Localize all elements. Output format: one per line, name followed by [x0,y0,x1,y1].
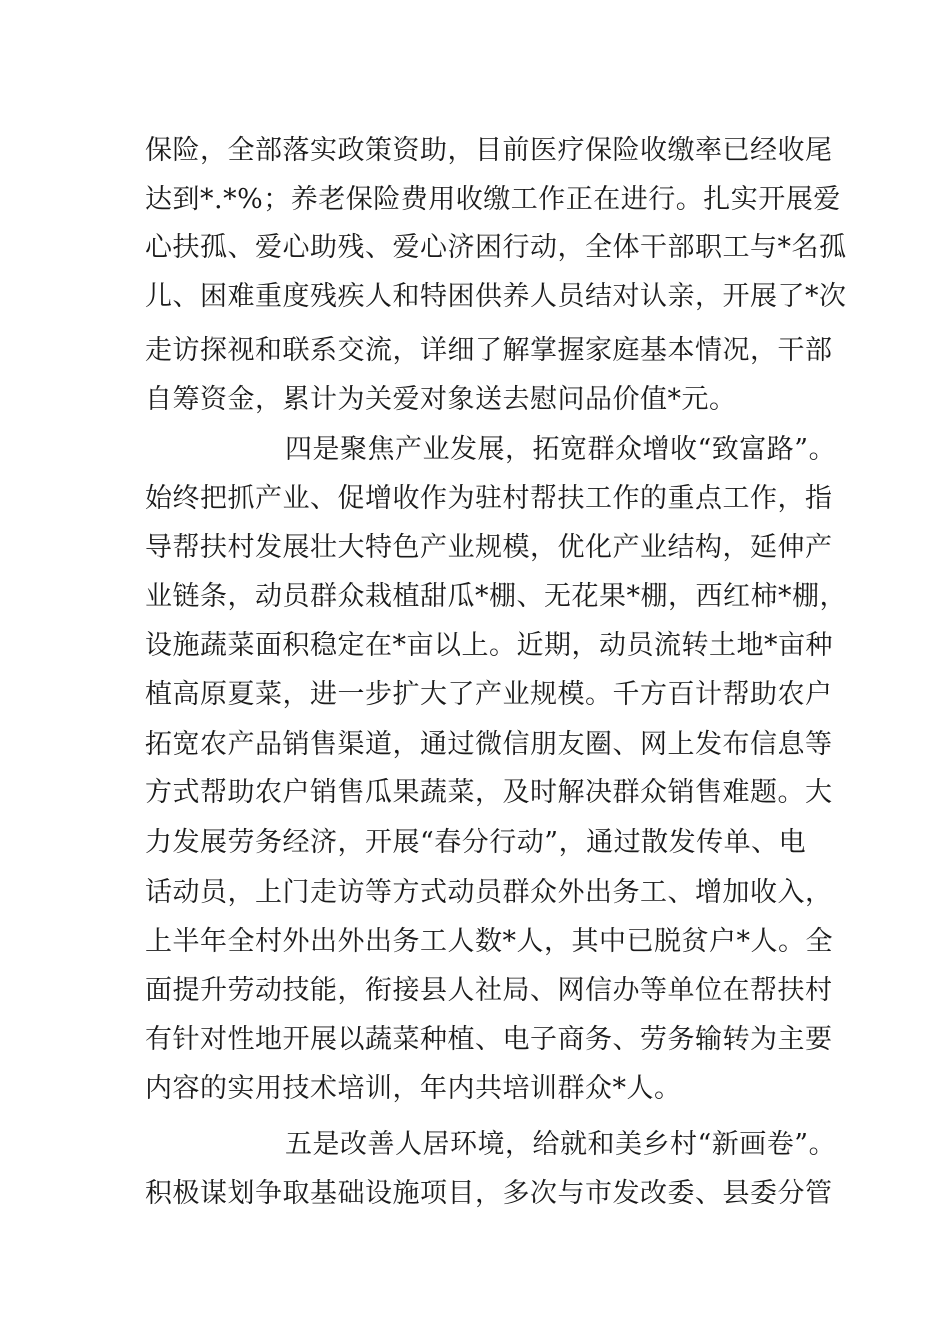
section-heading-line: 四是聚焦产业发展，拓宽群众增收“致富路”。 [285,434,837,465]
paragraph-line: 有针对性地开展以蔬菜种植、电子商务、劳务输转为主要 [145,1024,833,1055]
paragraph-line: 积极谋划争取基础设施项目，多次与市发改委、县委分管 [145,1178,833,1209]
paragraph-line: 植高原夏菜，进一步扩大了产业规模。千方百计帮助农户 [145,679,833,710]
paragraph-line: 方式帮助农户销售瓜果蔬菜，及时解决群众销售难题。大 [145,777,833,808]
paragraph-line: 始终把抓产业、促增收作为驻村帮扶工作的重点工作，指 [145,483,833,514]
paragraph-line: 业链条，动员群众栽植甜瓜*棚、无花果*棚，西红柿*棚， [145,581,847,612]
paragraph-line: 拓宽农产品销售渠道，通过微信朋友圈、网上发布信息等 [145,729,833,760]
paragraph-line: 达到*.*%；养老保险费用收缴工作正在进行。扎实开展爱 [145,184,841,215]
paragraph-line: 自筹资金，累计为关爱对象送去慰问品价值*元。 [145,384,737,415]
section-heading-line: 五是改善人居环境，给就和美乡村“新画卷”。 [285,1129,837,1160]
paragraph-line: 面提升劳动技能，衔接县人社局、网信办等单位在帮扶村 [145,975,833,1006]
paragraph-line: 内容的实用技术培训，年内共培训群众*人。 [145,1073,682,1104]
paragraph-line: 导帮扶村发展壮大特色产业规模，优化产业结构，延伸产 [145,532,833,563]
paragraph-line: 儿、困难重度残疾人和特困供养人员结对认亲，开展了*次 [145,281,847,312]
paragraph-line: 上半年全村外出外出务工人数*人，其中已脱贫户*人。全 [145,926,833,957]
paragraph-line: 保险，全部落实政策资助，目前医疗保险收缴率已经收尾 [145,135,833,166]
paragraph-line: 走访探视和联系交流，详细了解掌握家庭基本情况，干部 [145,335,833,366]
paragraph-line: 心扶孤、爱心助残、爱心济困行动，全体干部职工与*名孤 [145,232,847,263]
paragraph-line: 力发展劳务经济，开展“春分行动”，通过散发传单、电 [145,827,807,858]
paragraph-line: 设施蔬菜面积稳定在*亩以上。近期，动员流转土地*亩种 [145,630,833,661]
paragraph-line: 话动员，上门走访等方式动员群众外出务工、增加收入， [145,877,833,908]
